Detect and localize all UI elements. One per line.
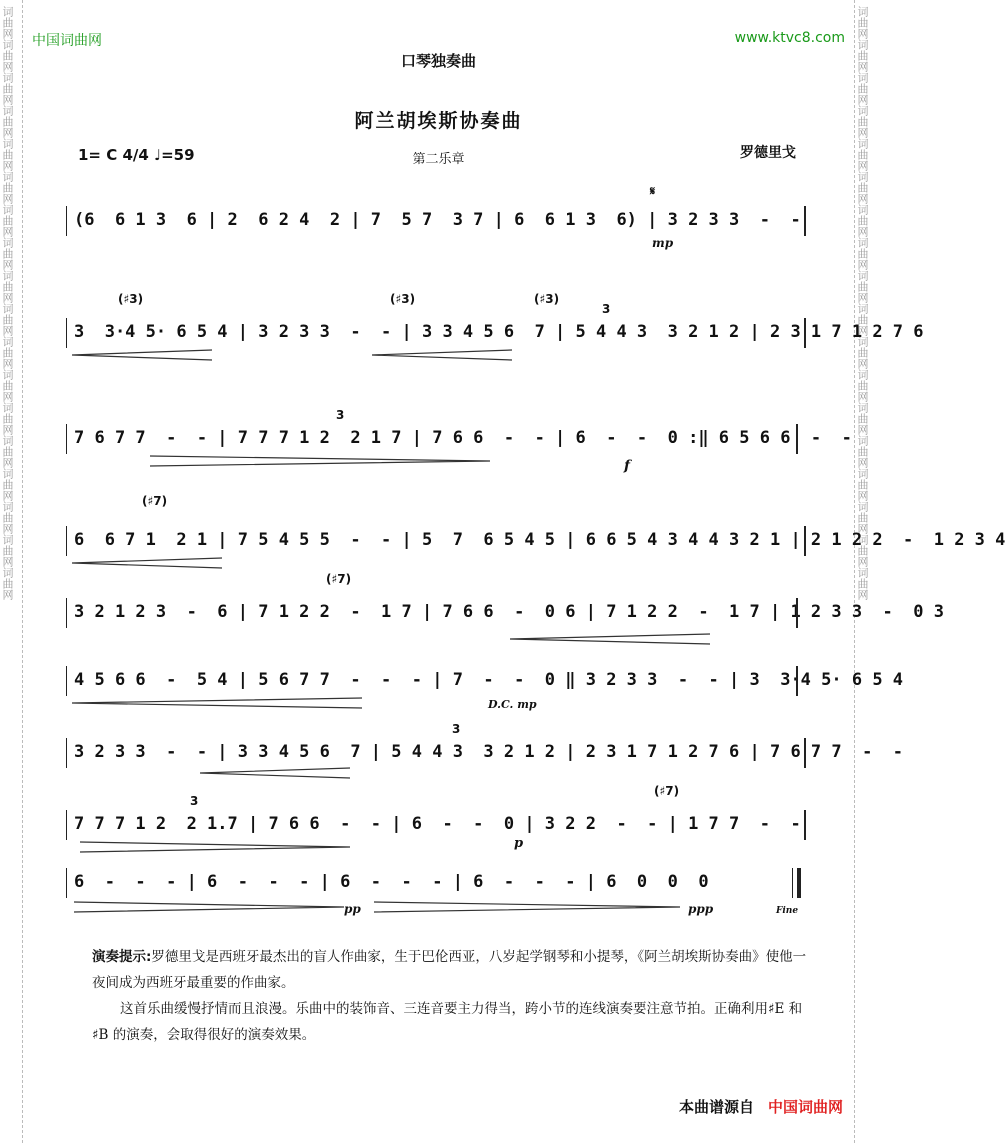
score-row-notes: 7 7 7 1 2 2 1.7 | 7 6 6 - - | 6 - - 0 | 3 2 2 - - | 1 7 7 - - [74,814,801,834]
score-row-notes: 6 6 7 1 2 1 | 7 5 4 5 5 - - | 5 7 6 5 4 5 | 6 6 5 4 3 4 4 3 2 1 | 2 1 2 2 - 1 2 3 4 [74,530,1005,550]
footer-source-site[interactable]: 中国词曲网 [767,1098,843,1116]
ornament-sharp3: (♯3) [534,292,560,306]
crescendo-hairpin [72,698,362,706]
tips-para-2: 这首乐曲缓慢抒情而且浪漫。乐曲中的装饰音、三连音要主力得当，跨小节的连线演奏要注意节拍。正确利用♯E 和♯B 的演奏，会取得很好的演奏效果。 [92,1001,803,1043]
score-row-4 [66,526,1005,556]
category-heading: 口琴独奏曲 [400,52,476,70]
header-site-right[interactable]: www.ktvc8.com [734,30,845,46]
dynamic-mp: mp [652,236,674,250]
ornament-sharp7: (♯7) [654,784,680,798]
header-site-left[interactable]: 中国词曲网 [32,33,102,49]
triplet-mark: 3 [452,722,461,736]
score-row-5 [66,598,944,628]
diminuendo-hairpin [150,456,490,464]
diminuendo-hairpin [374,902,680,910]
ornament-sharp3: (♯3) [118,292,144,306]
ornament-sharp3: (♯3) [390,292,416,306]
dynamic-p: p [514,836,524,851]
crescendo-hairpin [72,350,212,358]
crescendo-hairpin [200,768,350,776]
diminuendo-hairpin [74,902,344,910]
ornament-sharp7: (♯7) [326,572,352,586]
score-row-notes: (6 6 1 3 6 | 2 6 2 4 2 | 7 5 7 3 7 | 6 6 1 3 6) | 3 2 3 3 - - [74,210,801,230]
score-row-1 [66,206,806,236]
score-row-2 [66,318,924,348]
triplet-mark: 3 [336,408,345,422]
score-row-notes: 4 5 6 6 - 5 4 | 5 6 7 7 - - - | 7 - - 0 ‖ 3 2 3 3 - - | 3 3·4 5· 6 5 4 [74,670,904,690]
footer-source-label: 本曲谱源自 [678,1098,754,1116]
ornament-sharp7: (♯7) [142,494,168,508]
score-row-notes: 3 2 1 2 3 - 6 | 7 1 2 2 - 1 7 | 7 6 6 - 0 6 | 7 1 2 2 - 1 7 | 1 2 3 3 - 0 3 [74,602,944,622]
dc-mp-mark: D.C. mp [488,698,537,711]
crescendo-hairpin [72,558,222,566]
performance-tips [92,944,808,1048]
side-watermark-left: 词曲网词曲网词曲网词曲网词曲网词曲网词曲网词曲网词曲网词曲网词曲网词曲网词曲网词曲网词曲网词曲网词曲网词曲网 [0,0,23,1143]
score-row-notes: 7 6 7 7 - - | 7 7 7 1 2 2 1 7 | 7 6 6 - - | 6 - - 0 :‖ 6 5 6 6 - - [74,428,852,448]
score-row-notes: 3 2 3 3 - - | 3 3 4 5 6 7 | 5 4 4 3 3 2 1 2 | 2 3 1 7 1 2 7 6 | 7 6 7 7 - - [74,742,904,762]
tips-para-1: 罗德里戈是西班牙最杰出的盲人作曲家，生于巴伦西亚，八岁起学钢琴和小提琴，《阿兰胡埃斯协奏曲》使他一夜间成为西班牙最重要的作曲家。 [92,949,807,991]
dynamic-ppp: ppp [688,902,714,916]
piece-title: 阿兰胡埃斯协奏曲 [354,110,523,132]
segno-mark: 𝄋 [650,184,656,198]
score-row-notes: 3 3·4 5· 6 5 4 | 3 2 3 3 - - | 3 3 4 5 6 7 | 5 4 4 3 3 2 1 2 | 2 3 1 7 1 2 7 6 [74,322,924,342]
score-row-6 [66,666,904,696]
dynamic-f: f [624,458,631,474]
key-time-tempo: 1= C 4/4 ♩=59 [78,146,195,164]
score-row-3 [66,424,852,454]
footer-source [679,1096,843,1117]
crescendo-hairpin [510,634,710,642]
triplet-mark: 3 [602,302,611,316]
score-row-7 [66,738,904,768]
triplet-mark: 3 [190,794,199,808]
movement-label: 第二乐章 [412,152,465,167]
tips-label: 演奏提示: [92,949,152,965]
side-watermark-right: 词曲网词曲网词曲网词曲网词曲网词曲网词曲网词曲网词曲网词曲网词曲网词曲网词曲网词曲网词曲网词曲网词曲网词曲网 [854,0,877,1143]
crescendo-hairpin [372,350,512,358]
diminuendo-hairpin [80,842,350,850]
composer-name: 罗德里戈 [740,145,796,161]
dynamic-pp: pp [344,902,361,916]
fine-mark: Fine [776,906,799,916]
score-row-8 [66,810,806,840]
score-row-9 [66,868,806,898]
score-row-notes: 6 - - - | 6 - - - | 6 - - - | 6 - - - | 6 0 0 0 [74,872,709,892]
